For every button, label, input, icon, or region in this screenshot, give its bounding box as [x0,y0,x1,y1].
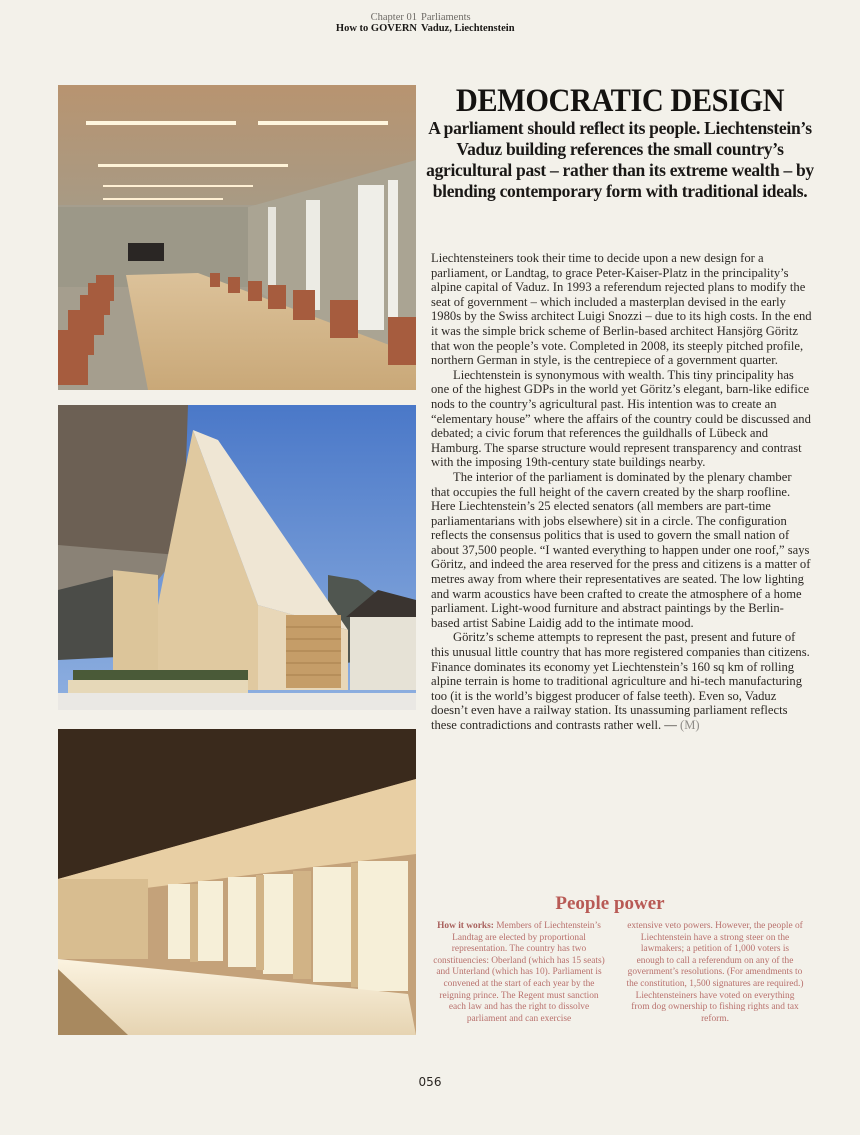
body-paragraph: The interior of the parliament is dominated by the plenary chamber that occupies the full height of the cavern created by the sharp roofline. Here Liechtenstein’s 25 elected senators (all members are part-time parliamentarians with jobs elsewhere) sit in a circle. The configuration reflects the consensus politics that is used to govern the small nation of about 37,500 people. “I wanted everything to happen under one roof,” says Göritz, and indeed the area reserved for the press and citizens is a matter of metres away from where their representatives are seated. The low lighting and warm acoustics have been crafted to create the atmosphere of a home parliament. Light-wood furniture and abstract paintings by the Berlin-based artist Sabine Laidig add to the intimate mood. [431,469,811,630]
section-label: How to GOVERN [335,23,417,34]
topic-label: Parliaments [421,12,471,23]
article-body [431,251,812,733]
sidebar-text-1: Members of Liechtenstein’s Landtag are elected by proportional representation. The country has two constituencies: Oberland (which has 15 seats) and Unterland (which has 10). Parliament is convened at the start of each year by the reigning prince. The Regent must sanction each law and has the right to dissolve parliament and can exercise [433,921,605,1024]
author-signature: (M) [680,718,700,732]
standfirst: A parliament should reflect its people. Liechtenstein’s Vaduz building references the small country’s agricultural past – rather than its extreme wealth – by blending contemporary form with traditional ideals. [426,118,814,201]
chapter-label: Chapter 01 [370,12,417,23]
sidebar-column-2 [626,921,804,1025]
location-label: Vaduz, Liechtenstein [421,23,515,34]
body-paragraph: Liechtenstein is synonymous with wealth. This tiny principality has one of the highest GDPs in the world yet Göritz’s elegant, barn-like edifice nods to the country’s agricultural past. His intention was to create an “elementary house” where the affairs of the country could be discussed and debated; a civic forum that references the guildhalls of Lübeck and Hamburg. The sparse structure would represent transparency and contrast with the imposing 19th-century state buildings nearby. [431,367,811,470]
body-paragraph-last [431,630,812,732]
running-head-topic [421,12,515,34]
photo-parliament-exterior-icon [58,405,416,710]
sidebar-column-1 [430,921,608,1025]
photo-colonnade-interior-icon [58,729,416,1035]
body-paragraph-text: Göritz’s scheme attempts to represent the past, present and future of this unusual little country that has more registered companies than citizens. Finance dominates its economy yet Liechtenstein’s 160 sq km of rolling alpine terrain is home to traditional agriculture and hi-tech manufacturing too (it is the world’s biggest producer of false teeth). Even so, Vaduz doesn’t even have a railway station. Its unassuming parliament reflects these contradictions and contrasts rather well. — [431,630,810,732]
sidebar-title: People power [555,893,665,914]
sidebar-lead: How it works: [437,921,494,931]
page-number: 056 [418,1075,442,1089]
photo-conference-room-icon [58,85,416,390]
headline: DEMOCRATIC DESIGN [455,83,785,119]
body-paragraph: Liechtensteiners took their time to decide upon a new design for a parliament, or Landtag, to grace Peter-Kaiser-Platz in the principality’s alpine capital of Vaduz. In 1993 a referendum rejected plans to modify the seat of government – which included a masterplan devised in the early 1980s by the Swiss architect Luigi Snozzi – due to its high costs. In the end it was the simple brick scheme of Berlin-based architect Hansjörg Göritz that won the people’s vote. Completed in 2008, its steeply pitched profile, northern German in style, is the centrepiece of a government quarter. [431,251,812,368]
sidebar-text-2: extensive veto powers. However, the people of Liechtenstein have a strong steer on the lawmakers; a petition of 1,000 voters is enough to call a referendum on any of the government’s resolutions. (For amendments to the constitution, 1,500 signatures are required.) Liechtensteiners have voted on everything from dog ownership to fishing rights and tax reform. [626,921,804,1024]
running-head-chapter [336,12,417,34]
